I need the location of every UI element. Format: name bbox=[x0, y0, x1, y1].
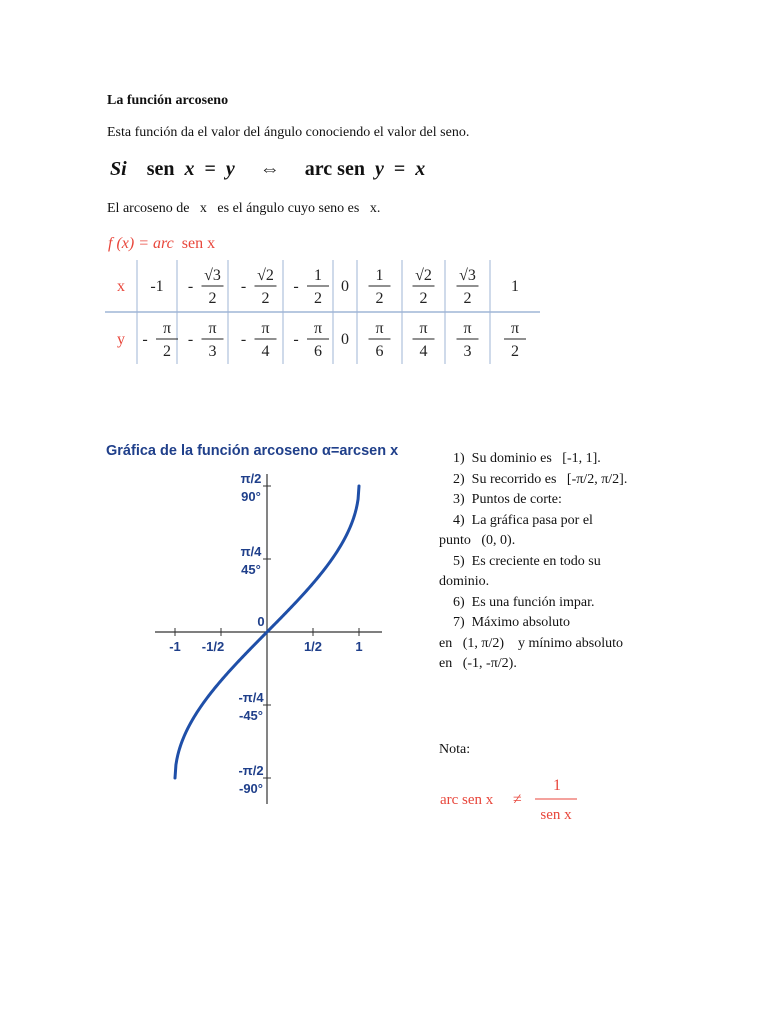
cell-denominator: 2 bbox=[463, 290, 472, 307]
y-value-cell bbox=[413, 320, 435, 360]
function-definition bbox=[108, 235, 215, 253]
nota-formula bbox=[440, 776, 590, 831]
cell-denominator: 3 bbox=[208, 343, 217, 360]
cell-denominator: 6 bbox=[375, 343, 384, 360]
y-value-cell bbox=[369, 320, 391, 360]
cell-value: 0 bbox=[341, 331, 349, 348]
intro-paragraph: Esta función da el valor del ángulo conociendo el valor del seno. bbox=[107, 125, 470, 140]
y-value-cell bbox=[188, 320, 224, 360]
property-line: dominio. bbox=[439, 574, 490, 589]
property-line: punto (0, 0). bbox=[439, 533, 516, 548]
row-label-x bbox=[117, 278, 125, 295]
cell-denominator: 2 bbox=[261, 290, 270, 307]
cell-numerator: π bbox=[510, 320, 520, 337]
x-value-cell bbox=[457, 267, 479, 307]
document-title: La función arcoseno bbox=[107, 93, 229, 108]
cell-denominator: 4 bbox=[419, 343, 428, 360]
cell-sign: - bbox=[142, 331, 148, 348]
cell-denominator: 2 bbox=[375, 290, 384, 307]
function-lhs: f (x) = arc bbox=[108, 235, 174, 252]
cell-denominator: 6 bbox=[314, 343, 322, 360]
iff-symbol: ⇔ bbox=[259, 158, 280, 180]
cell-denominator: 2 bbox=[314, 290, 322, 307]
cell-value: 0 bbox=[341, 278, 349, 295]
property-line: en (-1, -π/2). bbox=[439, 656, 517, 671]
var-y-2: y bbox=[374, 158, 384, 180]
y-tick-degree-label: 90° bbox=[241, 489, 261, 504]
x-value-cell bbox=[511, 278, 519, 295]
x-tick-label: 1 bbox=[355, 639, 363, 654]
function-rhs: sen x bbox=[181, 235, 216, 252]
x-value-cell bbox=[241, 267, 277, 307]
cell-numerator: π bbox=[313, 320, 323, 337]
nota-formula-svg bbox=[440, 776, 590, 826]
var-x: x bbox=[184, 158, 195, 180]
y-value-cell bbox=[142, 320, 178, 360]
cell-denominator: 2 bbox=[511, 343, 519, 360]
nota-neq: ≠ bbox=[513, 791, 522, 808]
x-value-cell bbox=[341, 278, 349, 295]
cell-numerator: π bbox=[419, 320, 428, 337]
y-value-cell bbox=[293, 320, 329, 360]
property-line: 2) Su recorrido es [-π/2, π/2]. bbox=[439, 471, 628, 487]
nota-denominator: sen x bbox=[540, 807, 572, 823]
x-value-cell bbox=[413, 267, 435, 307]
x-tick-label: -1/2 bbox=[201, 639, 225, 654]
y-tick-label: π/2 bbox=[240, 471, 262, 486]
nota-numerator: 1 bbox=[553, 777, 561, 794]
cell-value: x bbox=[117, 278, 125, 295]
cell-sign: - bbox=[187, 331, 194, 348]
cell-numerator: √2 bbox=[415, 267, 432, 284]
y-value-cell bbox=[457, 320, 479, 360]
cell-denominator: 3 bbox=[463, 343, 472, 360]
equals-sign-2: = bbox=[393, 158, 406, 180]
property-line: 7) Máximo absoluto bbox=[439, 615, 571, 630]
y-tick-label: π/4 bbox=[240, 544, 262, 559]
sen-word: sen bbox=[146, 158, 175, 180]
definition-paragraph: El arcoseno de x es el ángulo cuyo seno es x. bbox=[107, 201, 381, 216]
cell-denominator: 2 bbox=[163, 343, 171, 360]
property-line: 4) La gráfica pasa por el bbox=[439, 512, 593, 528]
arcsine-chart bbox=[100, 432, 435, 812]
cell-sign: - bbox=[240, 278, 247, 295]
y-value-cell bbox=[241, 320, 277, 360]
equals-sign: = bbox=[204, 158, 216, 180]
equivalence-formula bbox=[110, 158, 425, 181]
cell-value: -1 bbox=[150, 278, 164, 295]
cell-numerator: 1 bbox=[314, 267, 322, 284]
property-line: en (1, π/2) y mínimo absoluto bbox=[439, 635, 623, 651]
x-tick-label: -1 bbox=[169, 639, 181, 654]
cell-numerator: π bbox=[463, 320, 472, 337]
property-line: 3) Puntos de corte: bbox=[439, 492, 562, 507]
cell-numerator: π bbox=[375, 320, 384, 337]
nota-lhs: arc sen x bbox=[440, 792, 494, 808]
values-table-svg bbox=[105, 260, 545, 372]
y-value-cell bbox=[341, 331, 349, 348]
cell-value: 1 bbox=[511, 278, 519, 295]
y-tick-label: -π/4 bbox=[238, 690, 264, 705]
cell-numerator: √3 bbox=[459, 267, 476, 284]
cell-sign: - bbox=[240, 331, 247, 348]
x-value-cell bbox=[369, 267, 391, 307]
si-word: Si bbox=[110, 158, 127, 180]
cell-denominator: 4 bbox=[261, 343, 270, 360]
properties-list bbox=[439, 449, 699, 675]
y-tick-label: -π/2 bbox=[238, 763, 264, 778]
property-line: 1) Su dominio es [-1, 1]. bbox=[439, 451, 601, 466]
y-tick-degree-label: -45° bbox=[239, 708, 263, 723]
property-line: 6) Es una función impar. bbox=[439, 594, 595, 610]
values-table bbox=[105, 260, 545, 377]
y-tick-degree-label: 45° bbox=[241, 562, 261, 577]
x-tick-label: 0 bbox=[257, 614, 265, 629]
cell-denominator: 2 bbox=[419, 290, 428, 307]
cell-numerator: √2 bbox=[257, 267, 274, 284]
cell-numerator: 1 bbox=[375, 267, 384, 284]
cell-sign: - bbox=[293, 331, 299, 348]
cell-denominator: 2 bbox=[208, 290, 217, 307]
arc-sen-word: arc sen bbox=[304, 158, 365, 180]
cell-numerator: √3 bbox=[204, 267, 221, 284]
property-line: 5) Es creciente en todo su bbox=[439, 553, 601, 569]
cell-numerator: π bbox=[162, 320, 172, 337]
var-x-2: x bbox=[415, 158, 426, 180]
chart-title: Gráfica de la función arcoseno α=arcsen x bbox=[106, 443, 399, 459]
x-value-cell bbox=[188, 267, 224, 307]
cell-numerator: π bbox=[208, 320, 217, 337]
cell-sign: - bbox=[187, 278, 194, 295]
arcsine-chart-svg bbox=[100, 432, 435, 812]
cell-sign: - bbox=[293, 278, 299, 295]
cell-numerator: π bbox=[261, 320, 270, 337]
x-value-cell bbox=[293, 267, 329, 307]
x-tick-label: 1/2 bbox=[303, 639, 323, 654]
row-label-y bbox=[117, 331, 125, 348]
var-y: y bbox=[225, 158, 235, 180]
y-value-cell bbox=[504, 320, 526, 360]
cell-value: y bbox=[117, 331, 125, 348]
y-tick-degree-label: -90° bbox=[239, 781, 263, 796]
x-value-cell bbox=[150, 278, 163, 295]
nota-label: Nota: bbox=[439, 742, 471, 757]
